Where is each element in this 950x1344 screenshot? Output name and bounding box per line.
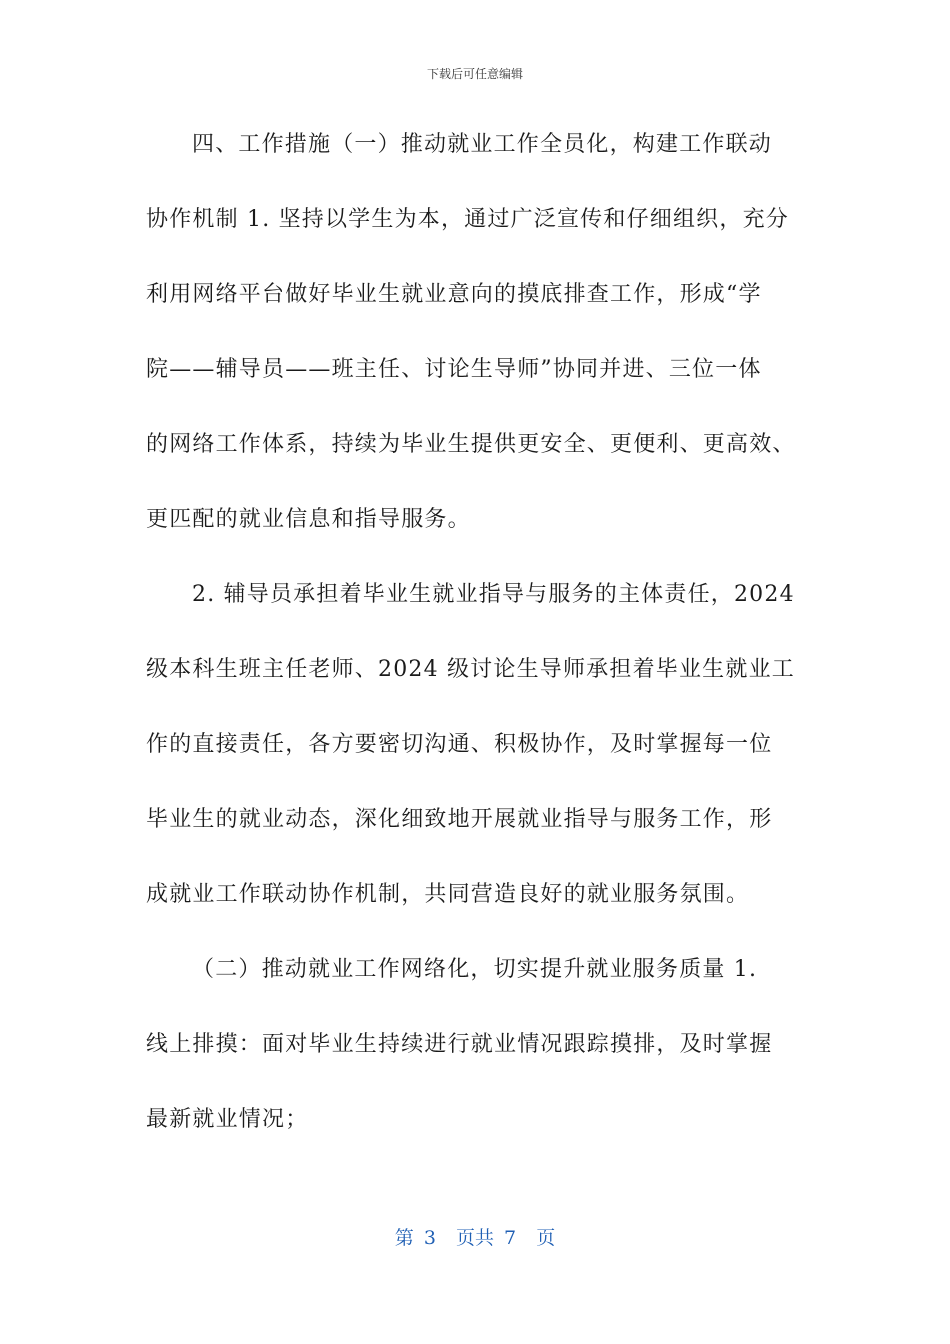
page-number-footer: 第 3 页共 7 页 xyxy=(394,1227,556,1249)
paragraph-1-line-5: 的网络工作体系，持续为毕业生提供更安全、更便利、更高效、 xyxy=(146,432,796,457)
paragraph-2-line-3: 作的直接责任，各方要密切沟通、积极协作，及时掌握每一位 xyxy=(146,732,773,757)
paragraph-3-line-2: 线上排摸：面对毕业生持续进行就业情况跟踪摸排，及时掌握 xyxy=(146,1032,773,1057)
paragraph-3-line-1: （二）推动就业工作网络化，切实提升就业服务质量 1. xyxy=(192,957,758,982)
paragraph-3-line-3: 最新就业情况； xyxy=(146,1107,309,1132)
paragraph-1-line-1: 四、工作措施（一）推动就业工作全员化，构建工作联动 xyxy=(192,132,773,157)
paragraph-2-line-5: 成就业工作联动协作机制，共同营造良好的就业服务氛围。 xyxy=(146,882,750,907)
paragraph-1-line-2: 协作机制 1. 坚持以学生为本，通过广泛宣传和仔细组织，充分 xyxy=(146,207,789,232)
page-header-note: 下载后可任意编辑 xyxy=(426,67,523,81)
paragraph-2-line-1: 2. 辅导员承担着毕业生就业指导与服务的主体责任，2024 xyxy=(192,582,795,607)
paragraph-2-line-2: 级本科生班主任老师、2024 级讨论生导师承担着毕业生就业工 xyxy=(146,657,795,682)
paragraph-1-line-3: 利用网络平台做好毕业生就业意向的摸底排查工作，形成“学 xyxy=(146,282,762,307)
paragraph-1-line-4: 院——辅导员——班主任、讨论生导师”协同并进、三位一体 xyxy=(146,357,762,382)
paragraph-2-line-4: 毕业生的就业动态，深化细致地开展就业指导与服务工作，形 xyxy=(146,807,773,832)
paragraph-1-line-6: 更匹配的就业信息和指导服务。 xyxy=(146,507,471,532)
